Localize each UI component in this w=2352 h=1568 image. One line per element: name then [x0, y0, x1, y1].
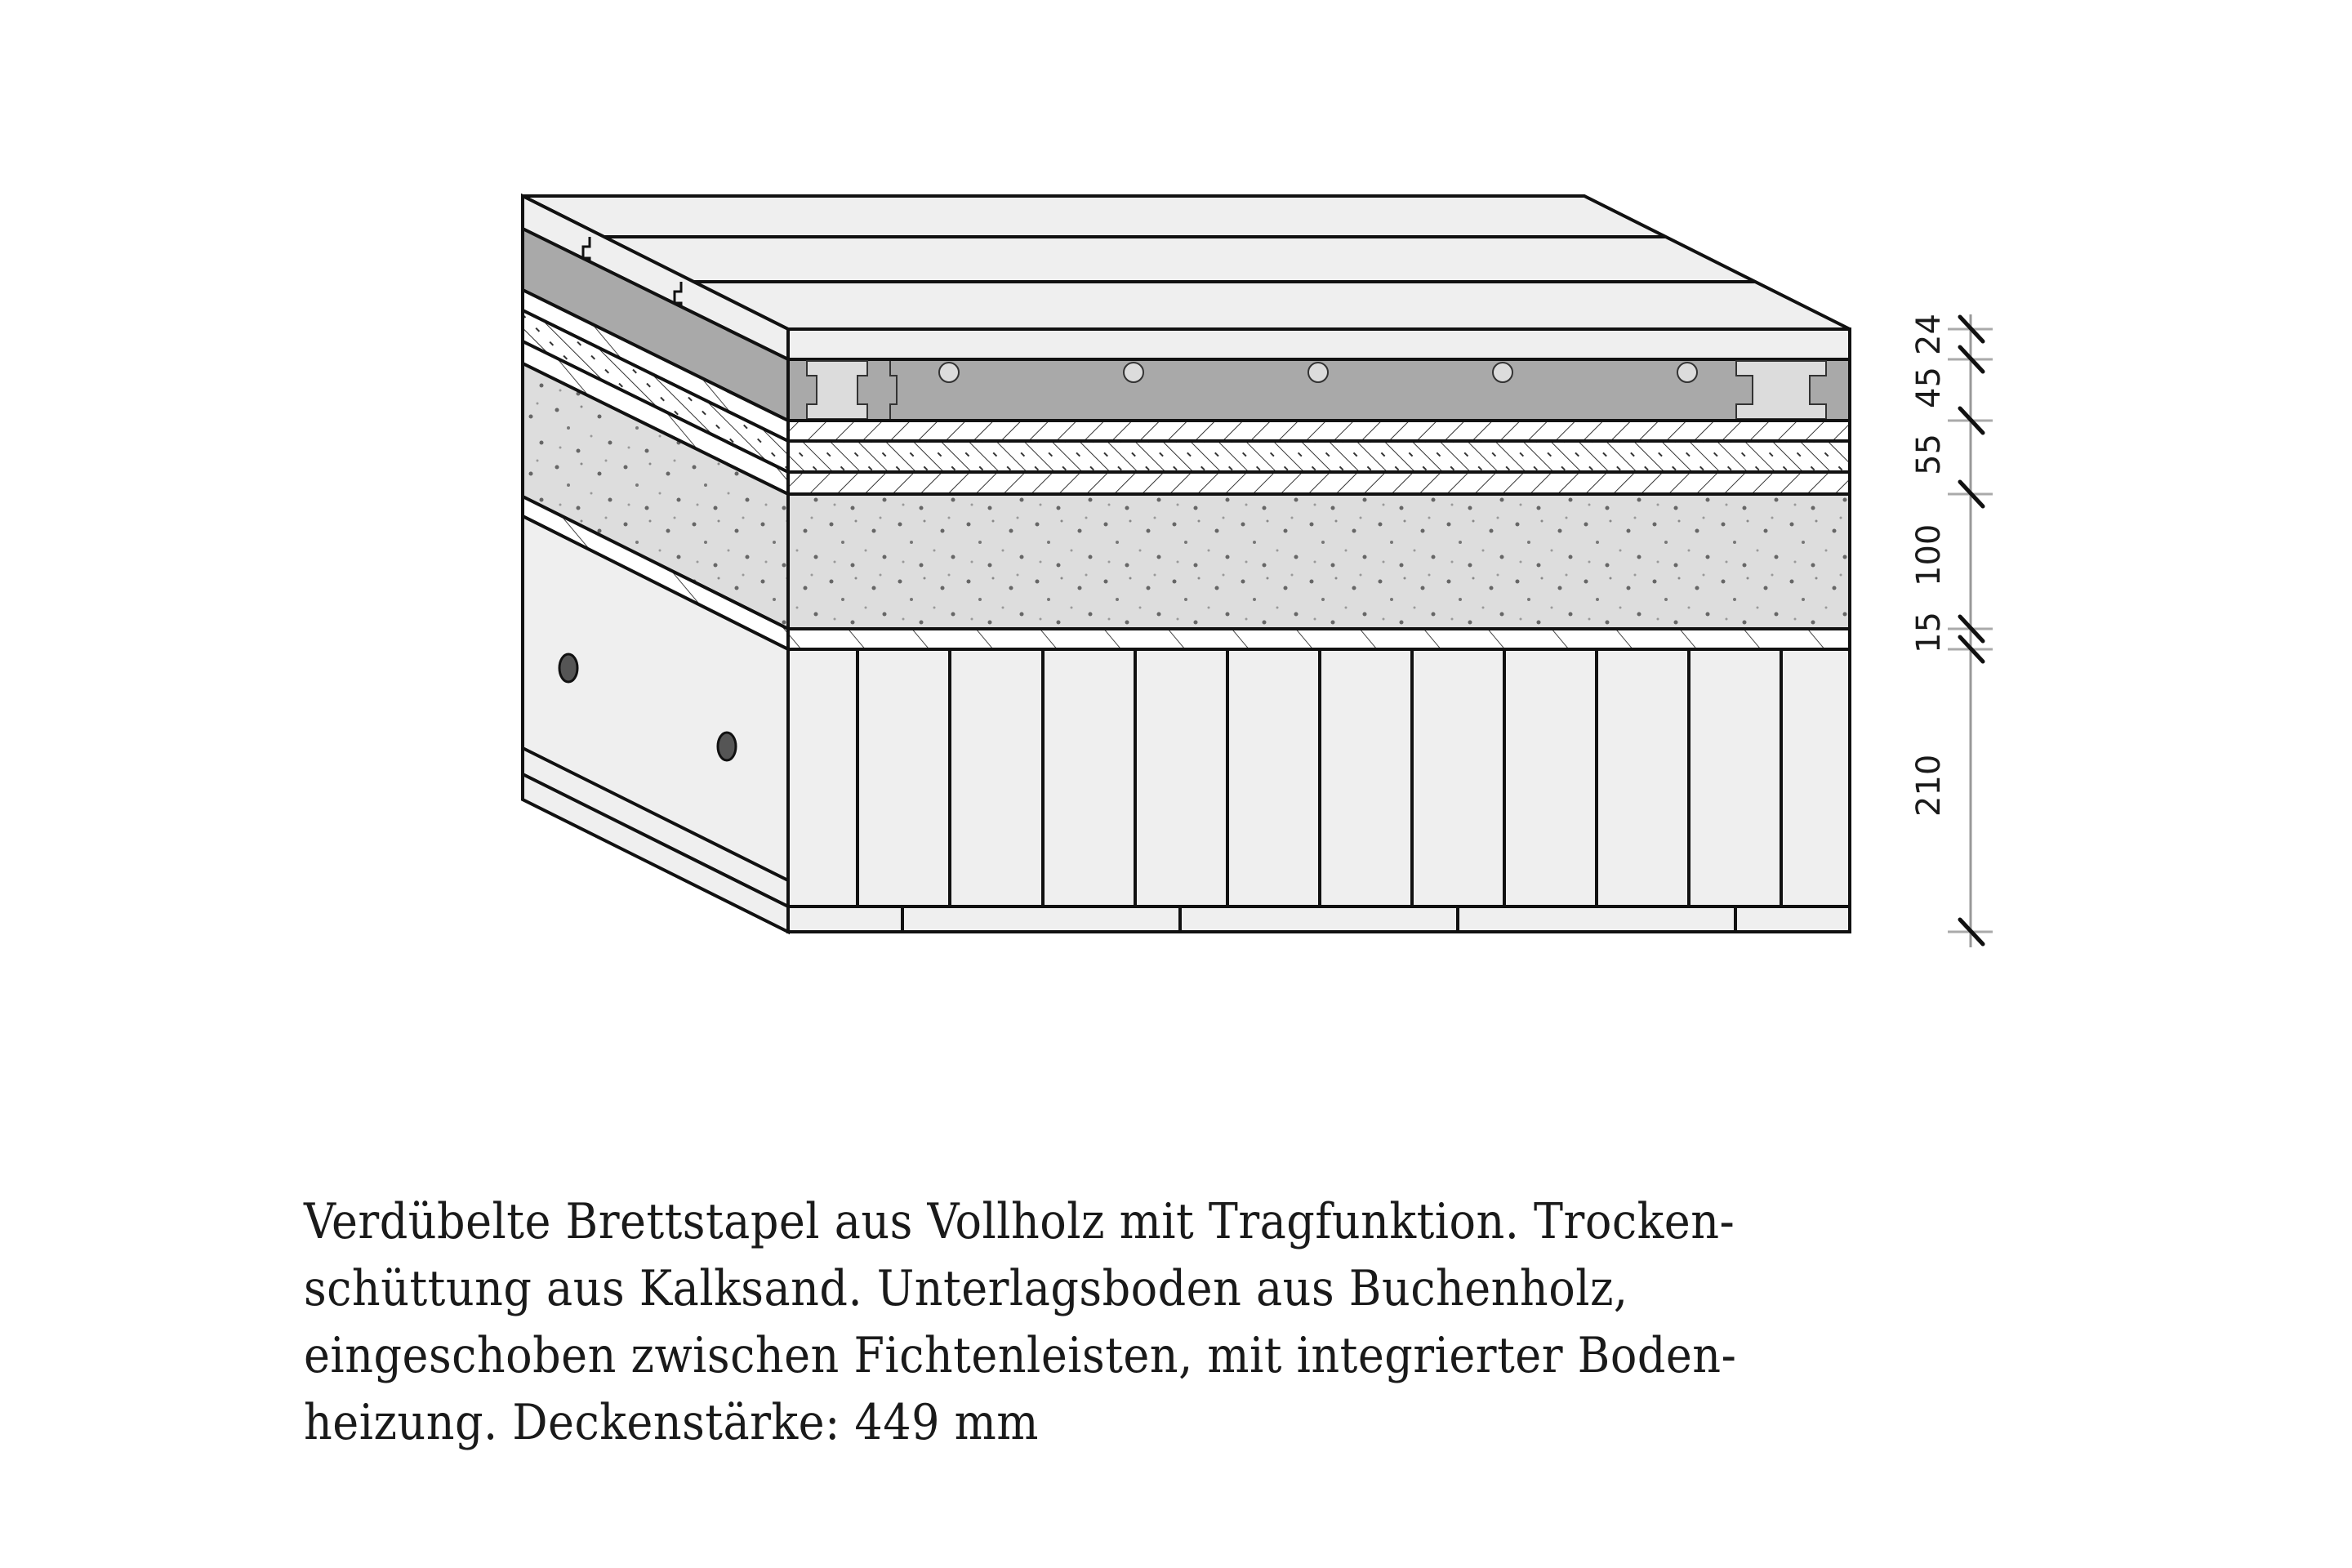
heating-pipe-icon: [1124, 363, 1143, 382]
dowel-icon: [559, 654, 577, 682]
dim-label-55: 55: [1910, 434, 1948, 475]
heating-pipe-icon: [1308, 363, 1328, 382]
heating-pipe-icon: [1493, 363, 1512, 382]
caption-line: eingeschoben zwischen Fichtenleisten, mit integrierter Boden-: [304, 1327, 1737, 1384]
spruce-batten: [807, 361, 867, 419]
heating-pipe-icon: [939, 363, 959, 382]
dim-label-210: 210: [1910, 754, 1948, 817]
caption-line: Verdübelte Brettstapel aus Vollholz mit Tragfunktion. Trocken-: [304, 1193, 1735, 1250]
caption-line: schüttung aus Kalksand. Unterlagsboden aus Buchenholz,: [304, 1260, 1628, 1317]
caption: [304, 1188, 2100, 1456]
heating-pipe-icon: [1677, 363, 1697, 382]
dowel-icon: [718, 733, 736, 760]
dim-label-45: 45: [1910, 367, 1948, 408]
dim-label-100: 100: [1910, 523, 1948, 586]
caption-line: heizung. Deckenstärke: 449 mm: [304, 1394, 1039, 1451]
dimension-chain: [1910, 314, 1993, 947]
dim-label-15: 15: [1910, 612, 1948, 653]
dim-label-24: 24: [1910, 314, 1948, 355]
